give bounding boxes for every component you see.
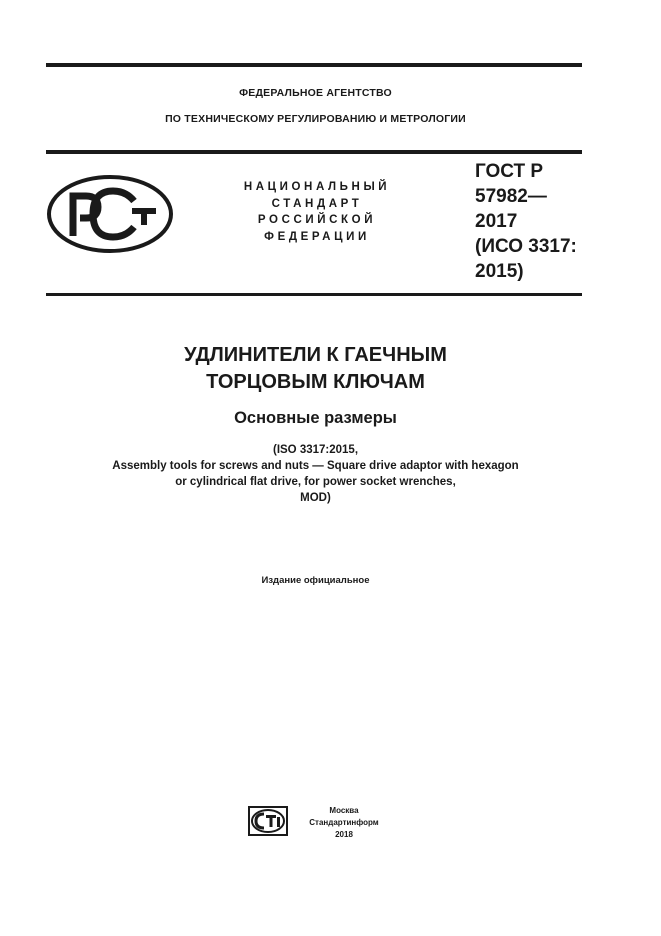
top-rule <box>46 63 582 67</box>
agency-line-2: ПО ТЕХНИЧЕСКОМУ РЕГУЛИРОВАНИЮ И МЕТРОЛОГИИ <box>165 113 466 125</box>
national-line-1: НАЦИОНАЛЬНЫЙ <box>243 181 391 193</box>
publisher-year: 2018 <box>335 830 353 839</box>
gost-r-logo-icon <box>46 174 174 254</box>
gost-line-5: 2015) <box>475 261 524 282</box>
agency-line-1: ФЕДЕРАЛЬНОЕ АГЕНТСТВО <box>239 87 392 99</box>
publisher-name: Стандартинформ <box>309 818 379 827</box>
publisher-imprint <box>296 805 392 841</box>
gost-line-2: 57982— <box>475 186 547 207</box>
iso-reference <box>0 442 646 506</box>
iso-line-2: Assembly tools for screws and nuts — Square drive adaptor with hexagon <box>112 460 519 472</box>
national-line-3: РОССИЙСКОЙ <box>257 214 377 226</box>
iso-line-1: (ISO 3317:2015, <box>272 444 359 456</box>
national-standard-label <box>222 179 412 245</box>
header-rule <box>46 150 582 154</box>
publisher-city: Москва <box>329 806 359 815</box>
edition-label: Издание официальное <box>261 575 370 586</box>
standartinform-logo-icon <box>248 806 288 836</box>
iso-line-4: MOD) <box>300 492 331 504</box>
gost-line-3: 2017 <box>475 211 518 232</box>
national-line-4: ФЕДЕРАЦИИ <box>264 230 370 243</box>
iso-line-3: or cylindrical flat drive, for power socket wrenches, <box>175 476 456 488</box>
gost-line-4: (ИСО 3317: <box>475 236 577 257</box>
title-line-2: ТОРЦОВЫМ КЛЮЧАМ <box>206 371 425 393</box>
document-subtitle: Основные размеры <box>234 409 397 427</box>
document-title <box>0 342 661 396</box>
title-line-1: УДЛИНИТЕЛИ К ГАЕЧНЫМ <box>184 344 447 366</box>
gost-line-1: ГОСТ Р <box>475 161 544 182</box>
national-line-2: СТАНДАРТ <box>271 197 363 210</box>
gost-designation <box>475 159 577 284</box>
block-bottom-rule <box>46 293 582 296</box>
